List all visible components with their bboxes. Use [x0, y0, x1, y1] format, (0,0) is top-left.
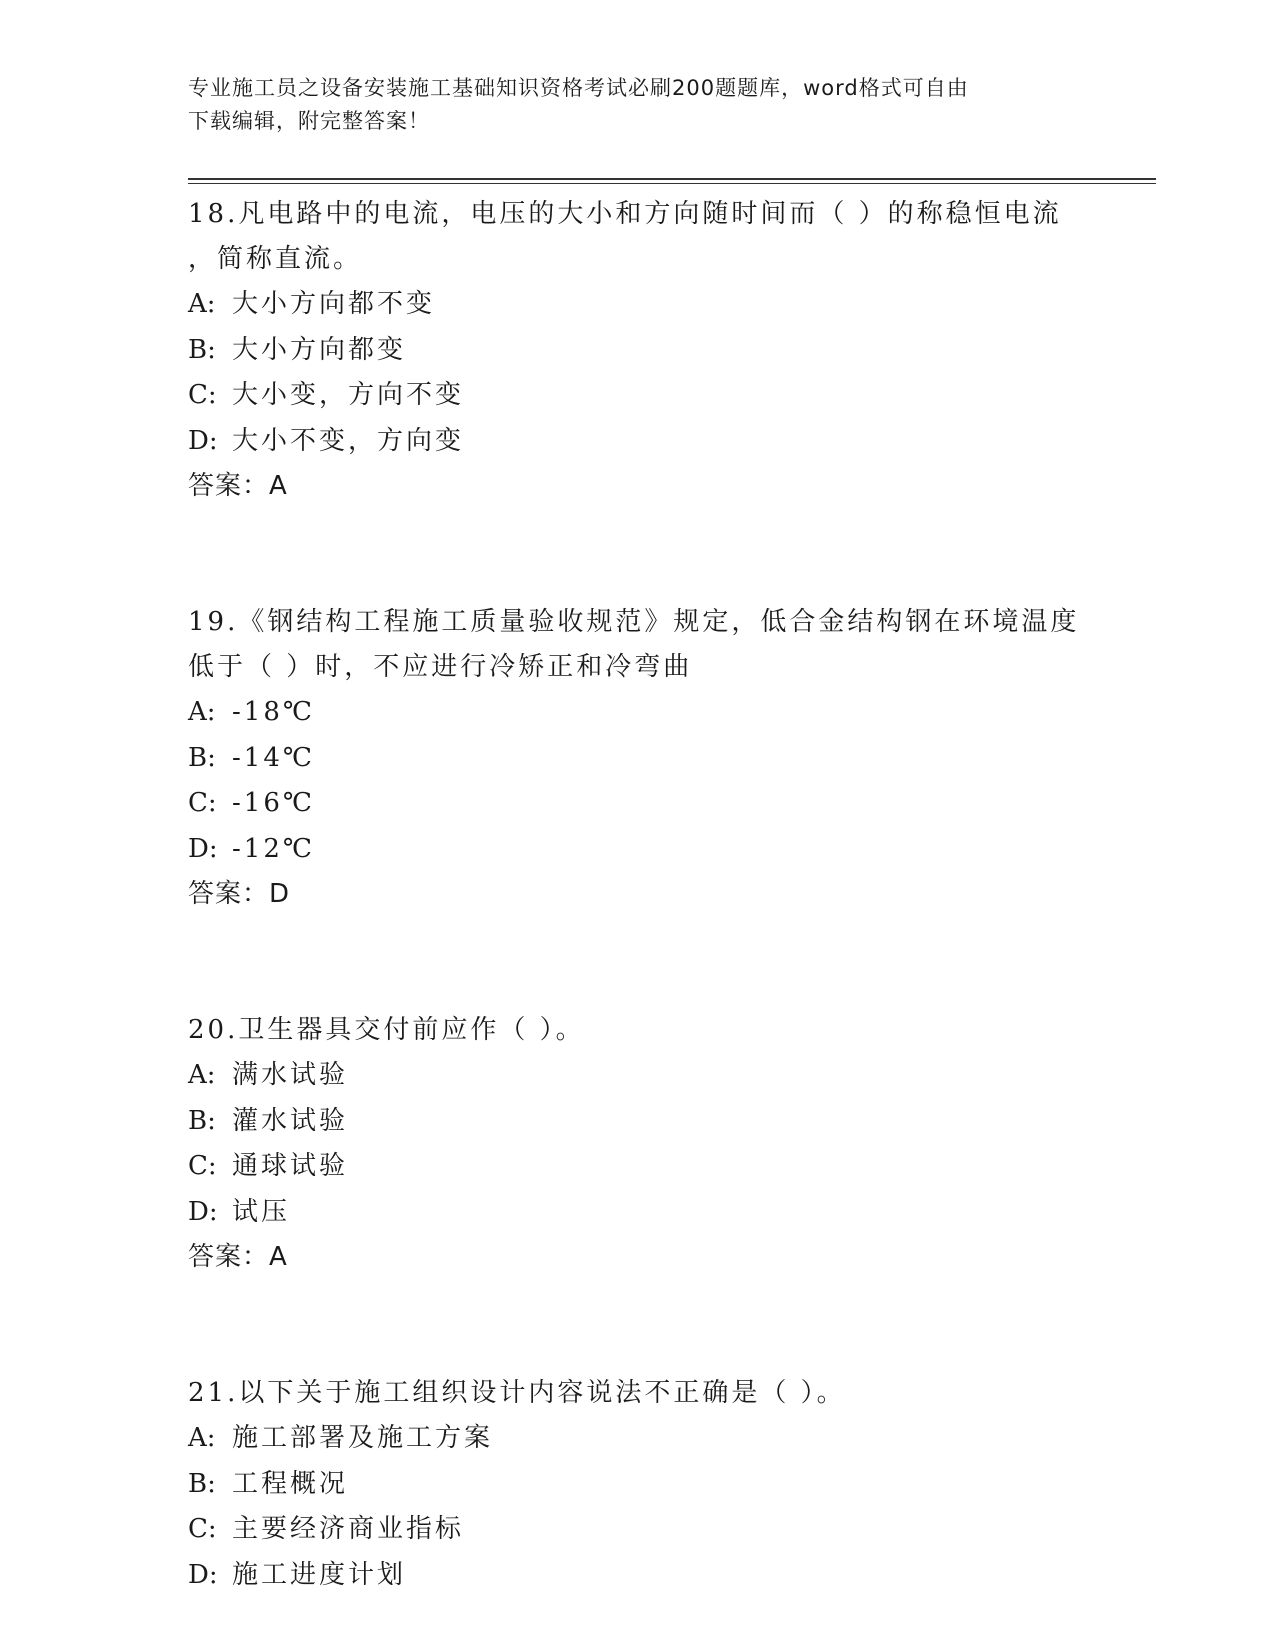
- option-a: [188, 1053, 1088, 1099]
- option-letter: C:: [188, 1514, 217, 1544]
- question-20: [188, 1008, 1088, 1280]
- question-stem-continued: ，简称直流。: [188, 244, 363, 274]
- option-a: [188, 1416, 1088, 1462]
- option-b: [188, 736, 1088, 782]
- question-21: [188, 1371, 1088, 1598]
- option-letter: B:: [188, 334, 216, 365]
- option-d: [188, 827, 1088, 873]
- option-text: -12℃: [232, 833, 315, 864]
- option-a: [188, 282, 1088, 328]
- answer-line: 答案：D: [188, 879, 291, 909]
- option-c: [188, 373, 1088, 419]
- option-letter: A:: [188, 1060, 216, 1090]
- option-text: 大小不变，方向变: [232, 425, 465, 456]
- option-letter: B:: [188, 1468, 216, 1499]
- option-text: 满水试验: [232, 1060, 349, 1090]
- option-letter: D:: [188, 1196, 218, 1227]
- question-19: [188, 600, 1088, 917]
- option-text: 工程概况: [232, 1468, 349, 1499]
- question-stem-continued: 低于（ ）时，不应进行冷矫正和冷弯曲: [188, 652, 693, 682]
- question-stem: 20.卫生器具交付前应作（ ）。: [188, 1015, 585, 1045]
- option-d: [188, 419, 1088, 465]
- option-text: -16℃: [232, 788, 315, 818]
- question-stem: 18.凡电路中的电流，电压的大小和方向随时间而（ ）的称稳恒电流: [188, 199, 1062, 229]
- option-text: 试压: [232, 1196, 291, 1227]
- option-letter: A:: [188, 697, 216, 727]
- question-stem: 21.以下关于施工组织设计内容说法不正确是（ ）。: [188, 1378, 846, 1408]
- option-b: [188, 1462, 1088, 1508]
- question-spacer: [188, 1280, 1088, 1371]
- option-d: [188, 1190, 1088, 1236]
- option-b: [188, 328, 1088, 374]
- question-list: [188, 192, 1088, 1598]
- header-line-1: 专业施工员之设备安装施工基础知识资格考试必刷200题题库，word格式可自由: [188, 76, 969, 100]
- option-letter: D:: [188, 425, 218, 456]
- option-text: -14℃: [232, 742, 315, 773]
- option-c: [188, 781, 1088, 827]
- option-c: [188, 1144, 1088, 1190]
- answer-line: 答案：A: [188, 1242, 288, 1272]
- question-spacer: [188, 509, 1088, 600]
- option-text: 大小方向都变: [232, 334, 407, 365]
- option-letter: C:: [188, 1151, 217, 1181]
- option-c: [188, 1507, 1088, 1553]
- option-letter: D:: [188, 1559, 218, 1590]
- option-text: 施工部署及施工方案: [232, 1423, 494, 1453]
- document-header: [188, 72, 1088, 138]
- option-text: 灌水试验: [232, 1105, 349, 1136]
- option-a: [188, 690, 1088, 736]
- question-spacer: [188, 917, 1088, 1008]
- question-stem: 19.《钢结构工程施工质量验收规范》规定，低合金结构钢在环境温度: [188, 607, 1080, 637]
- option-letter: A:: [188, 1423, 216, 1453]
- option-text: 大小变，方向不变: [232, 380, 465, 410]
- option-text: 大小方向都不变: [232, 289, 436, 319]
- question-18: [188, 192, 1088, 509]
- option-text: 主要经济商业指标: [232, 1514, 465, 1544]
- option-b: [188, 1099, 1088, 1145]
- option-letter: C:: [188, 788, 217, 818]
- answer-line: 答案：A: [188, 471, 288, 501]
- option-letter: B:: [188, 742, 216, 773]
- option-text: 施工进度计划: [232, 1559, 407, 1590]
- option-text: 通球试验: [232, 1151, 349, 1181]
- header-line-2: 下载编辑，附完整答案！: [188, 109, 430, 133]
- option-d: [188, 1553, 1088, 1599]
- option-letter: D:: [188, 833, 218, 864]
- header-divider-thin: [188, 183, 1156, 184]
- header-divider-thick: [188, 178, 1156, 180]
- option-letter: C:: [188, 380, 217, 410]
- option-text: -18℃: [232, 697, 315, 727]
- option-letter: A:: [188, 289, 216, 319]
- option-letter: B:: [188, 1105, 216, 1136]
